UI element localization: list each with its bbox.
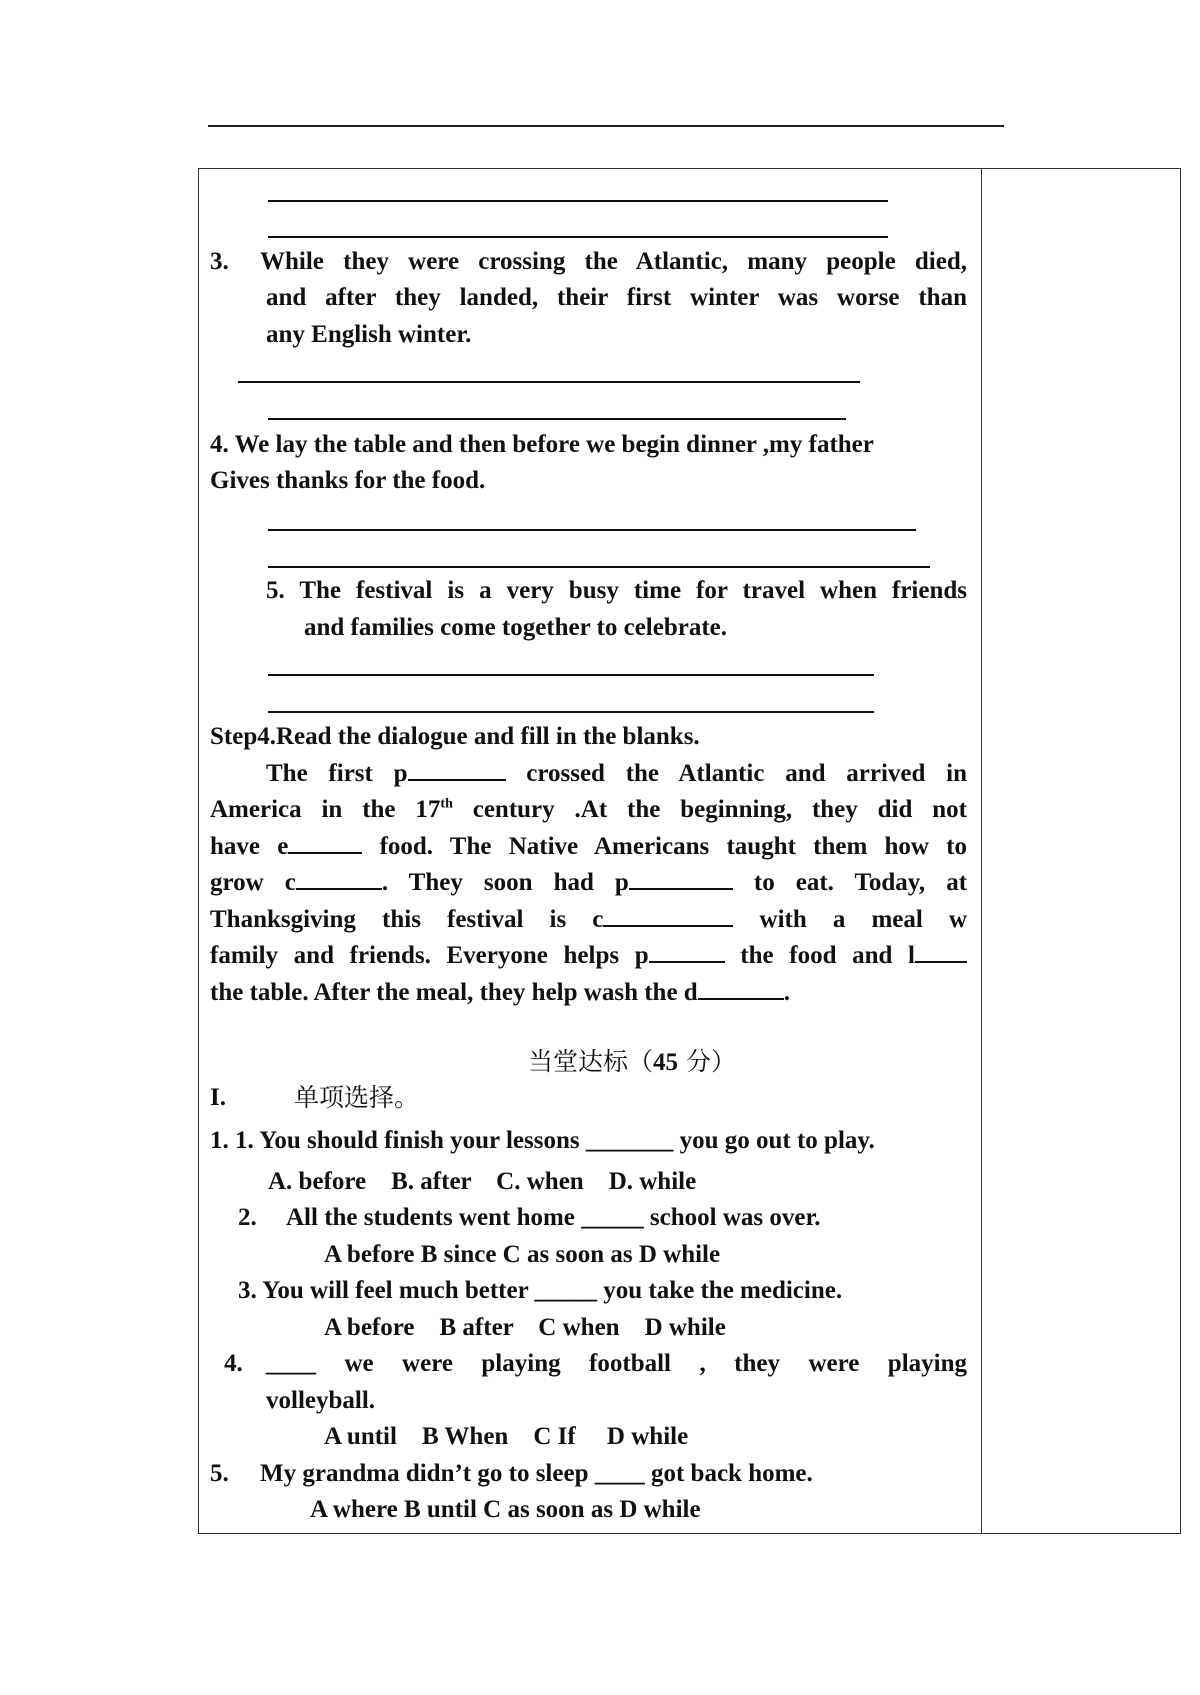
q3-number: 3. [210, 248, 229, 275]
mc-question: 3. You will feel much better _____ you take the medicine. [238, 1277, 843, 1304]
q3-line: any English winter. [266, 321, 472, 348]
step4-line: have e food. The Native Americans taught them how to [210, 829, 967, 866]
mc-question: ____ we were playing football , they were playing [266, 1350, 967, 1377]
mc-options: A before B since C as soon as D while [324, 1241, 721, 1268]
mc-options: A until B When C If D while [324, 1423, 689, 1450]
answer-line [268, 711, 874, 713]
mc-options: A where B until C as soon as D while [310, 1496, 701, 1523]
step4-line: The first p crossed the Atlantic and arrived in [266, 756, 967, 793]
step4-line: family and friends. Everyone helps p the food and l [210, 938, 967, 975]
mc-question: All the students went home _____ school was over. [286, 1204, 821, 1231]
mc-options: A before B after C when D while [324, 1314, 726, 1341]
test-title: 当堂达标（45 分） [528, 1047, 736, 1076]
step4-line: the table. After the meal, they help wash the d . [210, 975, 790, 1011]
step4-line: grow c . They soon had p to eat. Today, at [210, 865, 967, 902]
answer-line [238, 381, 860, 383]
mc-question: 1. 1. You should finish your lessons _______ you go out to play. [210, 1127, 875, 1154]
mc-number: 5. [210, 1460, 229, 1487]
answer-line [268, 674, 874, 676]
step4-heading: Step4.Read the dialogue and fill in the blanks. [210, 723, 700, 750]
column-divider [981, 168, 982, 1534]
q4-line: Gives thanks for the food. [210, 467, 486, 494]
mc-question: My grandma didn’t go to sleep ____ got back home. [260, 1460, 813, 1487]
section-number: I. [210, 1084, 226, 1111]
step4-line: Thanksgiving this festival is c with a meal w [210, 902, 967, 939]
step4-line: America in the 17th century .At the beginning, they did not [210, 796, 967, 823]
mc-question: volleyball. [266, 1387, 376, 1414]
answer-line [268, 418, 846, 420]
answer-line [268, 566, 930, 568]
section-label: 单项选择。 [294, 1083, 420, 1112]
mc-number: 4. [224, 1350, 243, 1377]
mc-number: 2. [238, 1204, 257, 1231]
q4-line: 4. We lay the table and then before we begin dinner ,my father [210, 431, 874, 458]
mc-options: A. before B. after C. when D. while [268, 1168, 697, 1195]
q5-line: 5. The festival is a very busy time for travel when friends [266, 577, 967, 604]
q3-line: and after they landed, their first winter was worse than [266, 284, 967, 311]
answer-line [268, 200, 888, 202]
answer-line [268, 529, 916, 531]
q5-line: and families come together to celebrate. [304, 614, 728, 641]
page-header-rule [208, 125, 1004, 127]
answer-line [268, 236, 888, 238]
q3-line: While they were crossing the Atlantic, many people died, [260, 248, 967, 275]
